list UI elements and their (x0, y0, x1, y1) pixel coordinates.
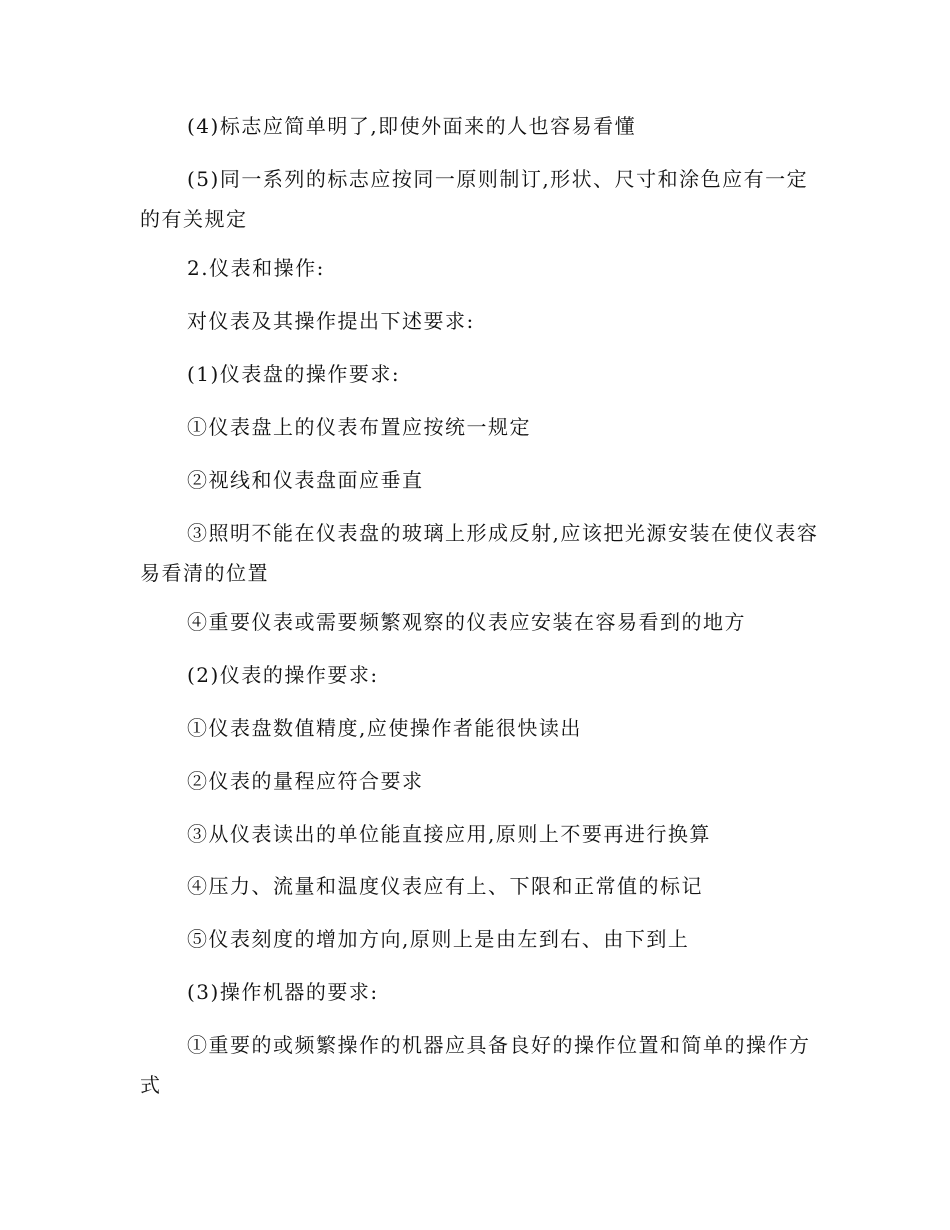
paragraph: 对仪表及其操作提出下述要求: (187, 309, 475, 333)
list-item: ③照明不能在仪表盘的玻璃上形成反射,应该把光源安装在使仪表容易看清的位置 (140, 521, 819, 585)
paragraph: (4)标志应简单明了,即使外面来的人也容易看懂 (187, 114, 637, 138)
subsection-heading: (3)操作机器的要求: (187, 980, 379, 1004)
paragraph: (5)同一系列的标志应按同一原则制订,形状、尺寸和涂色应有一定的有关规定 (140, 167, 809, 231)
list-item: ④压力、流量和温度仪表应有上、下限和正常值的标记 (187, 874, 703, 898)
list-item: ④重要仪表或需要频繁观察的仪表应安装在容易看到的地方 (187, 610, 746, 634)
list-item: ③从仪表读出的单位能直接应用,原则上不要再进行换算 (187, 822, 711, 846)
list-item: ①仪表盘上的仪表布置应按统一规定 (187, 415, 531, 439)
subsection-heading: (1)仪表盘的操作要求: (187, 362, 401, 386)
list-item: ①重要的或频繁操作的机器应具备良好的操作位置和简单的操作方式 (140, 1033, 811, 1097)
list-item: ⑤仪表刻度的增加方向,原则上是由左到右、由下到上 (187, 927, 690, 951)
list-item: ①仪表盘数值精度,应使操作者能很快读出 (187, 716, 582, 740)
list-item: ②仪表的量程应符合要求 (187, 769, 424, 793)
list-item: ②视线和仪表盘面应垂直 (187, 468, 424, 492)
section-heading: 2.仪表和操作: (187, 256, 325, 280)
subsection-heading: (2)仪表的操作要求: (187, 663, 379, 687)
